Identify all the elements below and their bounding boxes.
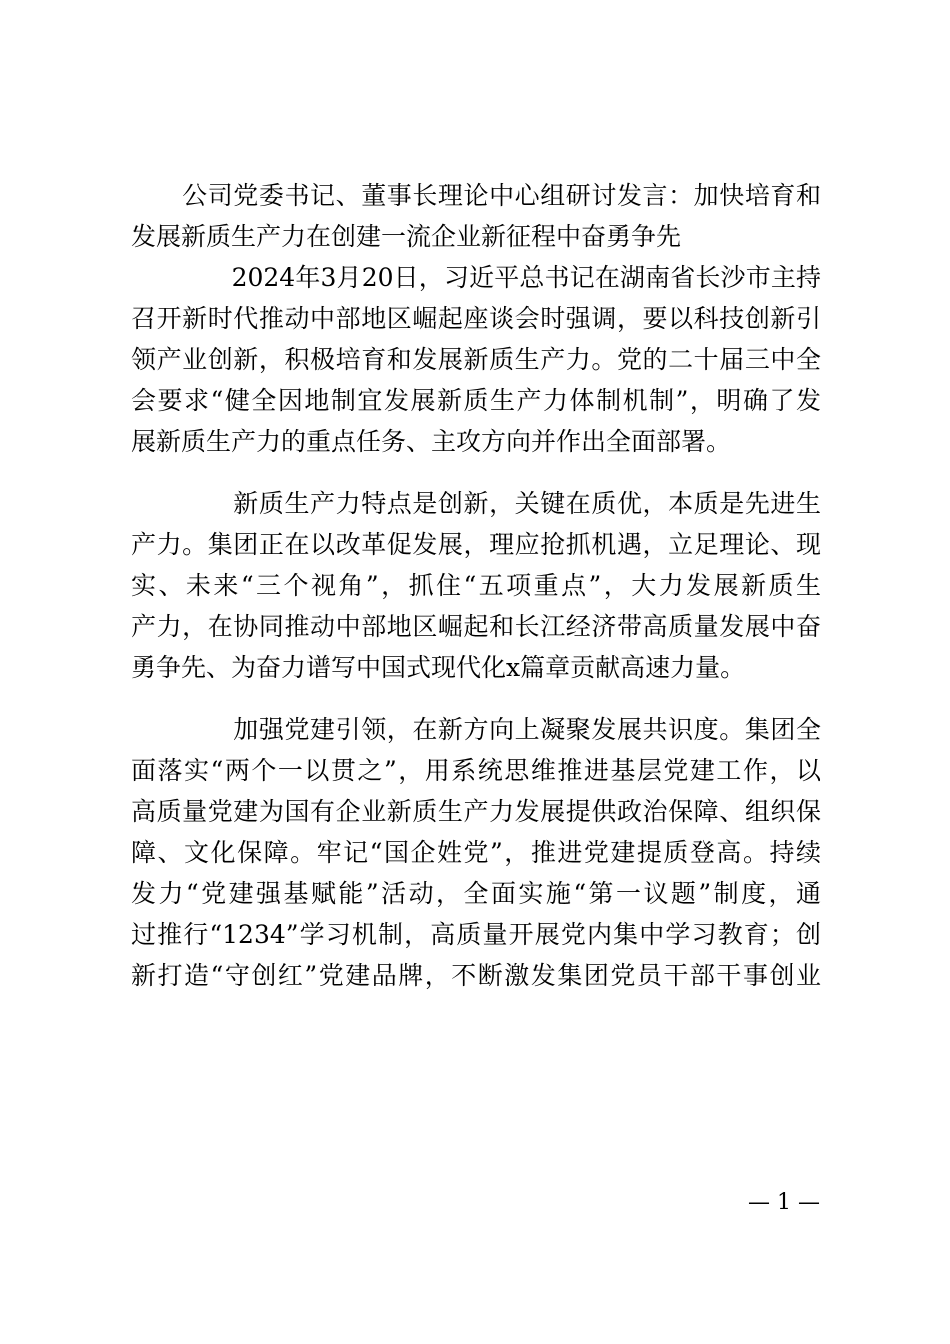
paragraph-gap: [131, 688, 821, 709]
text-line: 发力“党建强基赋能”活动，全面实施“第一议题”制度，通: [131, 879, 821, 908]
paragraph-2: [131, 483, 821, 688]
text-line: 障、文化保障。牢记“国企姓党”，推进党建提质登高。持续: [131, 838, 821, 867]
text-line: 展新质生产力的重点任务、主攻方向并作出全面部署。: [131, 427, 732, 456]
paragraph-1: [131, 257, 821, 462]
text-line: 产力，在协同推动中部地区崛起和长江经济带高质量发展中奋: [131, 612, 821, 641]
text-line: 过推行“1234”学习机制，高质量开展党内集中学习教育；创: [131, 920, 821, 949]
page-number: — 1 —: [748, 1190, 820, 1215]
document-body: [131, 175, 821, 996]
text-line: 2024年3月20日，习近平总书记在湖南省长沙市主持: [131, 263, 821, 292]
text-line: 领产业创新，积极培育和发展新质生产力。党的二十届三中全: [131, 345, 821, 374]
text-line: 新打造“守创红”党建品牌，不断激发集团党员干部干事创业: [131, 961, 821, 990]
text-line: 实、未来“三个视角”，抓住“五项重点”，大力发展新质生: [131, 571, 821, 600]
document-title: [131, 175, 821, 257]
paragraph-3: [131, 709, 821, 996]
paragraph-gap: [131, 462, 821, 483]
text-line: 加强党建引领，在新方向上凝聚发展共识度。集团全: [131, 715, 821, 744]
text-line: 产力。集团正在以改革促发展，理应抢抓机遇，立足理论、现: [131, 530, 821, 559]
text-line: 新质生产力特点是创新，关键在质优，本质是先进生: [131, 489, 821, 518]
text-line: 召开新时代推动中部地区崛起座谈会时强调，要以科技创新引: [131, 304, 821, 333]
text-line: 会要求“健全因地制宜发展新质生产力体制机制”，明确了发: [131, 386, 821, 415]
text-line: 勇争先、为奋力谱写中国式现代化x篇章贡献高速力量。: [131, 653, 746, 682]
text-line: 高质量党建为国有企业新质生产力发展提供政治保障、组织保: [131, 797, 821, 826]
title-line: 公司党委书记、董事长理论中心组研讨发言：加快培育和: [131, 181, 821, 210]
text-line: 面落实“两个一以贯之”，用系统思维推进基层党建工作，以: [131, 756, 821, 785]
title-line: 发展新质生产力在创建一流企业新征程中奋勇争先: [131, 222, 682, 251]
